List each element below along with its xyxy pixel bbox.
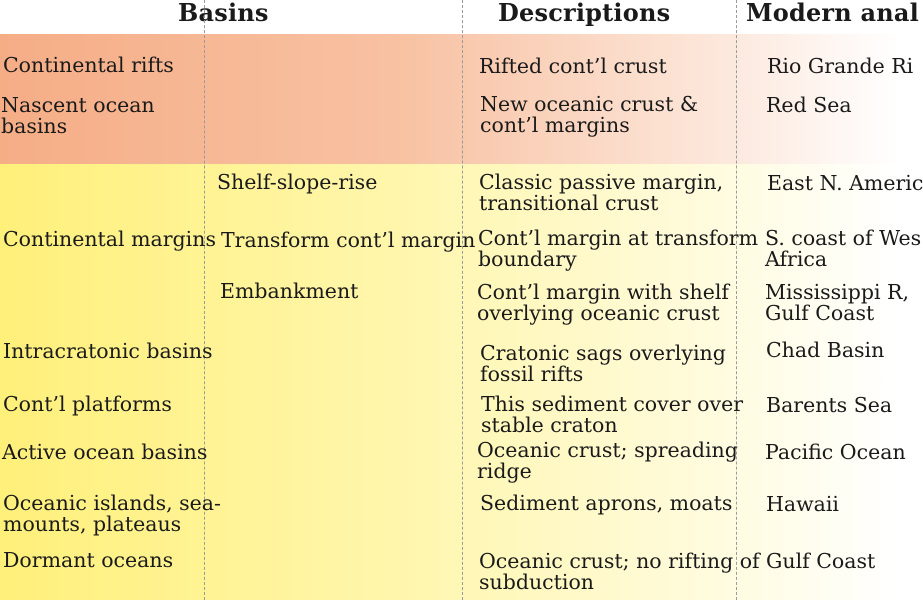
row-oceanic-islands-description: Sediment aprons, moats (480, 491, 733, 515)
table-header (0, 0, 919, 34)
row-dormant-oceans-description: Oceanic crust; no rifting of subduction (479, 549, 760, 594)
row-platforms-basin: Cont’l platforms (3, 392, 172, 416)
row-active-ocean-analog: Pacific Ocean (765, 440, 906, 464)
row-active-ocean-description: Oceanic crust; spreading ridge (477, 438, 738, 483)
row-transform-margin-description: Cont’l margin at transform boundary (478, 226, 759, 271)
divider-description-analog (736, 0, 737, 600)
row-platforms-description: This sediment cover over stable craton (481, 392, 744, 437)
row-platforms-analog: Barents Sea (766, 393, 893, 417)
row-nascent-ocean-description: New oceanic crust & cont’l margins (480, 92, 699, 137)
row-dormant-oceans-analog: Gulf Coast (766, 549, 876, 573)
row-transform-margin-subtype: Transform cont’l margin (221, 228, 476, 252)
row-continental-rifts-basin: Continental rifts (3, 53, 174, 77)
row-intracratonic-description: Cratonic sags overlying fossil rifts (480, 341, 726, 386)
header-basins: Basins (178, 0, 269, 27)
row-embankment-subtype: Embankment (220, 279, 359, 303)
row-oceanic-islands-analog: Hawaii (766, 492, 839, 516)
row-dormant-oceans-basin: Dormant oceans (3, 548, 174, 572)
header-descriptions: Descriptions (498, 0, 671, 27)
row-embankment-analog: Mississippi R, Gulf Coast (765, 280, 910, 325)
row-continental-rifts-description: Rifted cont’l crust (479, 54, 667, 78)
row-intracratonic-basin: Intracratonic basins (3, 339, 213, 363)
row-shelf-slope-rise-subtype: Shelf-slope-rise (217, 170, 378, 194)
row-shelf-slope-rise-description: Classic passive margin, transitional crust (479, 170, 724, 215)
row-active-ocean-basin: Active ocean basins (2, 440, 208, 464)
row-continental-margins-basin: Continental margins (3, 227, 216, 251)
row-intracratonic-analog: Chad Basin (766, 338, 885, 362)
row-continental-rifts-analog: Rio Grande Ri (767, 54, 914, 78)
row-transform-margin-analog: S. coast of Wes Africa (765, 226, 922, 271)
divider-subtype-description (462, 0, 463, 600)
row-embankment-description: Cont’l margin with shelf overlying oceanic crust (477, 280, 729, 325)
row-shelf-slope-rise-analog: East N. Americ (767, 171, 923, 195)
row-nascent-ocean-basin: Nascent ocean basins (1, 93, 155, 138)
row-oceanic-islands-basin: Oceanic islands, sea- mounts, plateaus (3, 491, 221, 536)
header-modern-analogs: Modern anal (746, 0, 919, 27)
row-nascent-ocean-analog: Red Sea (766, 93, 852, 117)
